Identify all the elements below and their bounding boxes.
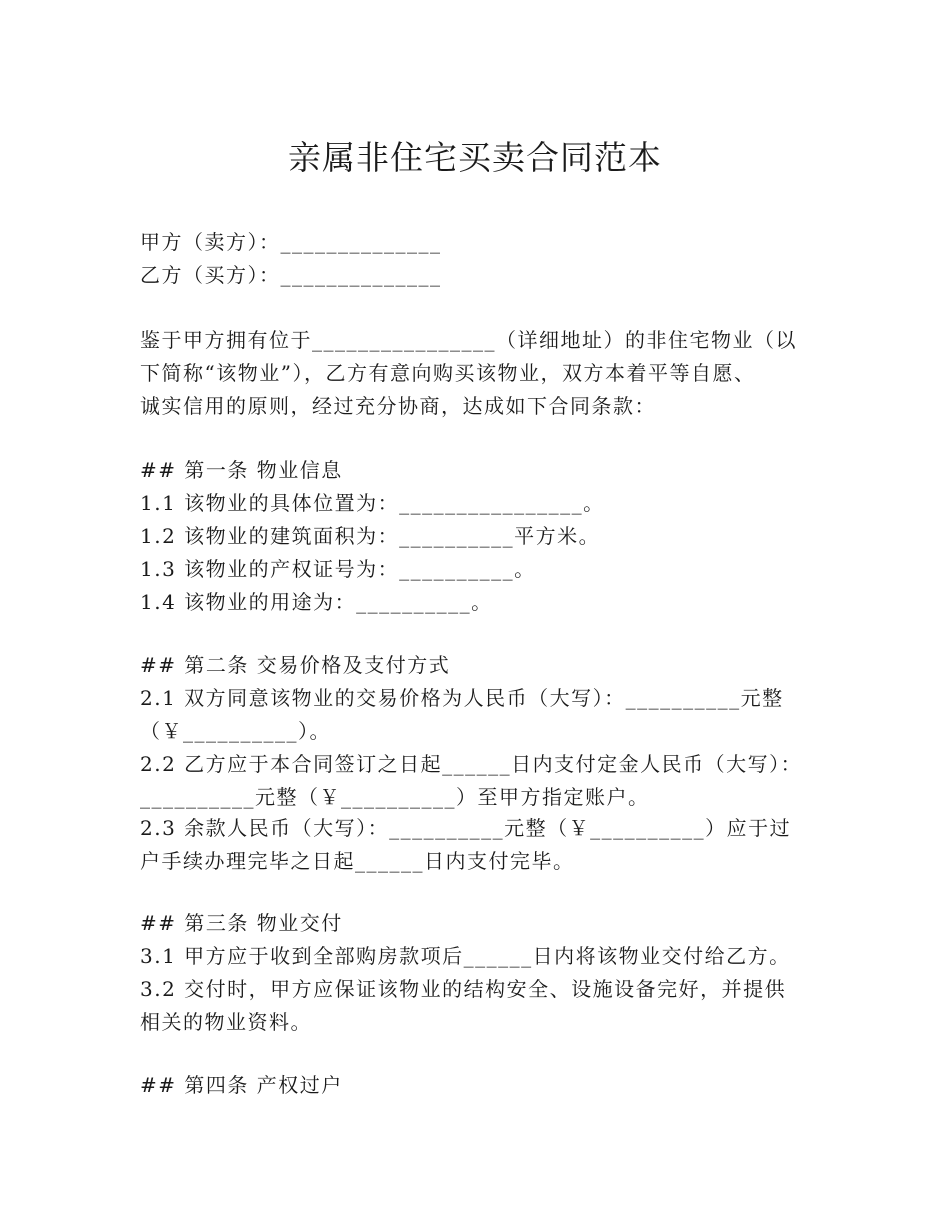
clause-3-2-line-2: 相关的物业资料。: [140, 1010, 312, 1034]
clause-2-2-line-1: 2.2 乙方应于本合同签订之日起______日内支付定金人民币（大写）：: [140, 752, 803, 776]
clause-3-2-line-1: 3.2 交付时，甲方应保证该物业的结构安全、设施设备完好，并提供: [140, 977, 787, 1001]
clause-1-2: 1.2 该物业的建筑面积为：__________平方米。: [140, 524, 601, 548]
clause-3-1: 3.1 甲方应于收到全部购房款项后______日内将该物业交付给乙方。: [140, 944, 791, 968]
clause-1-3: 1.3 该物业的产权证号为：__________。: [140, 557, 536, 581]
preamble-line-1: 鉴于甲方拥有位于________________（详细地址）的非住宅物业（以: [140, 328, 797, 352]
document-title: 亲属非住宅买卖合同范本: [288, 138, 662, 177]
clause-2-1-line-2: （￥__________）。: [140, 719, 331, 743]
party-b-line: 乙方（买方）：______________: [140, 263, 442, 287]
preamble-line-2: 下简称“该物业”），乙方有意向购买该物业，双方本着平等自愿、: [140, 361, 756, 385]
section-4-heading: ## 第四条 产权过户: [140, 1073, 343, 1097]
clause-2-1-line-1: 2.1 双方同意该物业的交易价格为人民币（大写）：__________元整: [140, 686, 784, 710]
clause-1-1: 1.1 该物业的具体位置为：________________。: [140, 491, 605, 515]
preamble-line-3: 诚实信用的原则，经过充分协商，达成如下合同条款：: [140, 394, 656, 418]
section-1-heading: ## 第一条 物业信息: [140, 458, 343, 482]
clause-1-4: 1.4 该物业的用途为：__________。: [140, 590, 493, 614]
section-2-heading: ## 第二条 交易价格及支付方式: [140, 653, 451, 677]
clause-2-2-line-2: __________元整（￥__________）至甲方指定账户。: [140, 785, 650, 809]
section-3-heading: ## 第三条 物业交付: [140, 911, 343, 935]
clause-2-3-line-2: 户手续办理完毕之日起______日内支付完毕。: [140, 849, 575, 873]
clause-2-3-line-1: 2.3 余款人民币（大写）：__________元整（￥__________）应于过: [140, 816, 792, 840]
party-a-line: 甲方（卖方）：______________: [140, 230, 442, 254]
